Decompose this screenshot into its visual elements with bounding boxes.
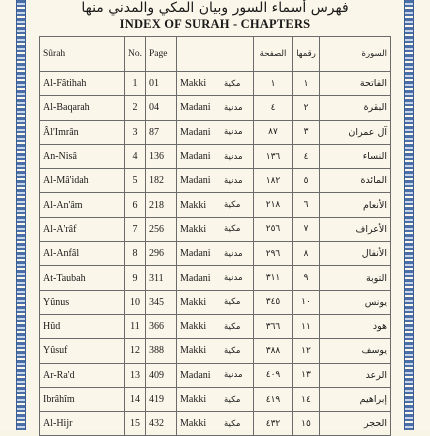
revelation-type: Madani [177,144,222,168]
page-number: 409 [146,363,177,387]
revelation-type-ar: مكية [221,339,254,363]
surah-name: An-Nisâ [40,144,125,168]
surah-name-ar: التوبة [320,266,391,290]
page-number: 366 [146,314,177,338]
english-title: INDEX OF SURAH - CHAPTERS [119,17,311,31]
page-number-ar: ٢٩٦ [254,242,293,266]
col-no-header: No. [125,37,146,72]
revelation-type: Makki [177,387,222,411]
revelation-type: Madani [177,96,222,120]
table-row [40,387,391,411]
surah-number: 4 [125,144,146,168]
surah-name: Hûd [40,314,125,338]
surah-number-ar: ١٥ [293,412,320,436]
revelation-type-ar: مدنية [221,120,254,144]
surah-number-ar: ٧ [293,217,320,241]
surah-name-ar: إبراهيم [320,387,391,411]
surah-name: Al-Fâtihah [40,72,125,96]
col-no-ar-header: رقمها [293,37,320,72]
page-number-ar: ١٣٦ [254,144,293,168]
col-page-ar-header: الصفحة [254,37,293,72]
page-number-ar: ٣٦٦ [254,314,293,338]
right-chain-border [404,0,414,430]
surah-name: Al-A'râf [40,217,125,241]
surah-name: Ibrâhîm [40,387,125,411]
surah-number-ar: ١ [293,72,320,96]
surah-name-ar: الحجر [320,412,391,436]
surah-number: 7 [125,217,146,241]
page-number-ar: ٣١١ [254,266,293,290]
surah-number-ar: ٨ [293,242,320,266]
surah-number: 1 [125,72,146,96]
page-number-ar: ٢٥٦ [254,217,293,241]
col-surah-header: Sûrah [40,37,125,72]
page-number-ar: ٣٤٥ [254,290,293,314]
page-number: 296 [146,242,177,266]
revelation-type: Madani [177,242,222,266]
page-number-ar: ١ [254,72,293,96]
revelation-type: Makki [177,339,222,363]
surah-number-ar: ٤ [293,144,320,168]
page-number-ar: ٤٠٩ [254,363,293,387]
revelation-type-ar: مدنية [221,169,254,193]
table-row [40,193,391,217]
col-type-header [177,37,222,72]
table-row [40,217,391,241]
table-row [40,242,391,266]
revelation-type-ar: مكية [221,217,254,241]
surah-name: Yûsuf [40,339,125,363]
revelation-type-ar: مكية [221,314,254,338]
surah-name-ar: الأنعام [320,193,391,217]
table-row [40,120,391,144]
table-row [40,412,391,436]
col-type-ar-header [221,37,254,72]
arabic-title: فهرس أسماء السور وبيان المكي والمدني منها [81,0,349,16]
page-number-ar: ٨٧ [254,120,293,144]
revelation-type-ar: مكية [221,193,254,217]
page-number: 04 [146,96,177,120]
surah-name: Âl'Imrân [40,120,125,144]
table-row [40,144,391,168]
surah-number-ar: ٦ [293,193,320,217]
col-page-header: Page [146,37,177,72]
page-number-ar: ٢١٨ [254,193,293,217]
surah-number: 10 [125,290,146,314]
surah-name: Al-An'âm [40,193,125,217]
surah-name-ar: الأنفال [320,242,391,266]
surah-name-ar: المائدة [320,169,391,193]
surah-number: 13 [125,363,146,387]
surah-name-ar: يونس [320,290,391,314]
page-number-ar: ٣٨٨ [254,339,293,363]
surah-name: Yûnus [40,290,125,314]
revelation-type-ar: مكية [221,412,254,436]
table-row [40,169,391,193]
surah-number-ar: ١٢ [293,339,320,363]
page-number: 256 [146,217,177,241]
table-row [40,72,391,96]
surah-number: 6 [125,193,146,217]
surah-number-ar: ٩ [293,266,320,290]
surah-name-ar: الفاتحة [320,72,391,96]
surah-number: 3 [125,120,146,144]
page-number: 311 [146,266,177,290]
surah-number: 15 [125,412,146,436]
page-number: 388 [146,339,177,363]
surah-number: 9 [125,266,146,290]
revelation-type: Madani [177,266,222,290]
revelation-type: Makki [177,193,222,217]
surah-number-ar: ٥ [293,169,320,193]
surah-name-ar: النساء [320,144,391,168]
surah-name-ar: الرعد [320,363,391,387]
page-number: 419 [146,387,177,411]
surah-number-ar: ١٣ [293,363,320,387]
surah-name: Al-Anfâl [40,242,125,266]
surah-name: Ar-Ra'd [40,363,125,387]
surah-number-ar: ٣ [293,120,320,144]
revelation-type: Madani [177,169,222,193]
revelation-type: Makki [177,314,222,338]
surah-number-ar: ١٠ [293,290,320,314]
revelation-type-ar: مدنية [221,144,254,168]
surah-name: Al-Baqarah [40,96,125,120]
page-number: 01 [146,72,177,96]
page-number: 218 [146,193,177,217]
surah-index-table [39,36,391,436]
surah-name-ar: هود [320,314,391,338]
surah-number: 11 [125,314,146,338]
table-row [40,363,391,387]
revelation-type-ar: مدنية [221,266,254,290]
revelation-type: Madani [177,363,222,387]
page-number-ar: ٤ [254,96,293,120]
page-number: 87 [146,120,177,144]
surah-number: 5 [125,169,146,193]
revelation-type-ar: مدنية [221,96,254,120]
page-number: 345 [146,290,177,314]
surah-name-ar: يوسف [320,339,391,363]
surah-number: 2 [125,96,146,120]
page-number-ar: ٤٣٢ [254,412,293,436]
surah-number: 12 [125,339,146,363]
surah-name-ar: البقرة [320,96,391,120]
table-header-row [40,37,391,72]
surah-number: 8 [125,242,146,266]
revelation-type: Makki [177,217,222,241]
surah-name-ar: آل عمران [320,120,391,144]
revelation-type-ar: مكية [221,387,254,411]
surah-number-ar: ١٤ [293,387,320,411]
table-row [40,266,391,290]
revelation-type-ar: مدنية [221,363,254,387]
surah-number-ar: ٢ [293,96,320,120]
revelation-type: Makki [177,72,222,96]
col-surah-ar-header: السورة [320,37,391,72]
table-row [40,314,391,338]
page-number: 432 [146,412,177,436]
page-number: 136 [146,144,177,168]
revelation-type-ar: مكية [221,290,254,314]
page-number-ar: ٤١٩ [254,387,293,411]
revelation-type: Madani [177,120,222,144]
surah-number-ar: ١١ [293,314,320,338]
revelation-type-ar: مدنية [221,242,254,266]
table-row [40,339,391,363]
revelation-type: Makki [177,290,222,314]
revelation-type-ar: مكية [221,72,254,96]
page-number: 182 [146,169,177,193]
table-row [40,290,391,314]
page-number-ar: ١٨٢ [254,169,293,193]
revelation-type: Makki [177,412,222,436]
left-chain-border [16,0,26,430]
surah-name-ar: الأعراف [320,217,391,241]
surah-name: Al-Mâ'idah [40,169,125,193]
table-row [40,96,391,120]
surah-name: At-Taubah [40,266,125,290]
surah-number: 14 [125,387,146,411]
surah-name: Al-Hijr [40,412,125,436]
